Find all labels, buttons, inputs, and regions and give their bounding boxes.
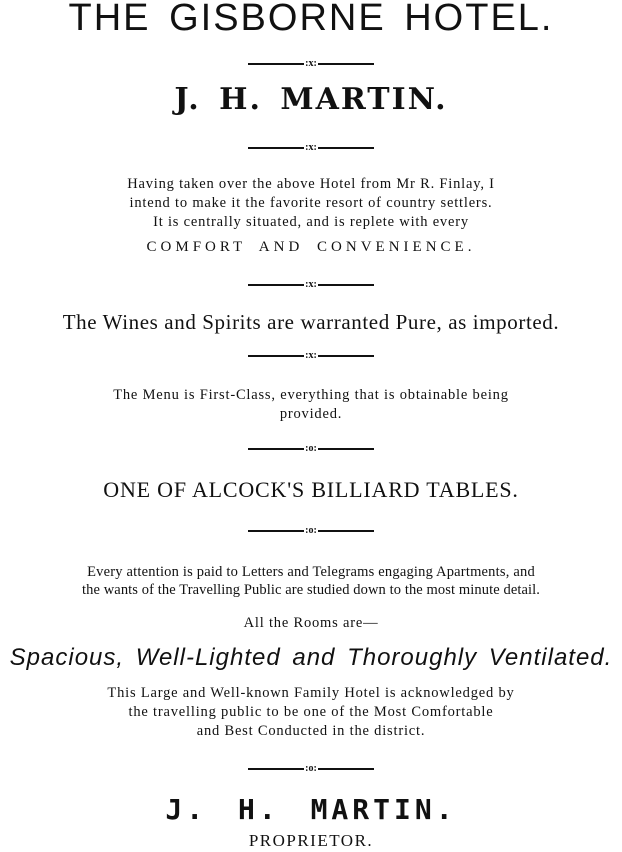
attention-line-1: Every attention is paid to Letters and Telegrams engaging Apartments, and [87, 564, 535, 580]
separator-mark: :x: [305, 58, 317, 69]
menu-line-1: The Menu is First-Class, everything that is obtainable being [113, 387, 509, 403]
reputation-line-3: and Best Conducted in the district. [196, 723, 426, 739]
separator-rule [0, 443, 622, 455]
hotel-name-heading: THE GISBORNE HOTEL. [68, 0, 554, 39]
proprietor-name-heading: J. H. MARTIN. [174, 82, 448, 117]
reputation-line-2: the travelling public to be one of the Most Comfortable [128, 704, 494, 720]
signature-name: J. H. MARTIN. [165, 793, 457, 826]
billiard-tables-statement: ONE OF ALCOCK'S BILLIARD TABLES. [103, 477, 519, 502]
comfort-convenience-line: COMFORT AND CONVENIENCE. [146, 239, 476, 255]
attention-line-2: the wants of the Travelling Public are studied down to the most minute detail. [81, 582, 541, 598]
rooms-description: Spacious, Well-Lighted and Thoroughly Ventilated. [9, 644, 613, 671]
separator-rule [0, 142, 622, 154]
separator-mark: :x: [305, 350, 317, 361]
reputation-line-1: This Large and Well-known Family Hotel is acknowledged by [107, 685, 515, 701]
separator-rule [0, 525, 622, 537]
intro-line-1: Having taken over the above Hotel from Mr R. Finlay, I [127, 176, 495, 192]
intro-line-3: It is centrally situated, and is replete with every [153, 214, 469, 230]
signature-title: PROPRIETOR. [248, 831, 374, 850]
separator-rule [0, 58, 622, 70]
separator-rule [0, 763, 622, 775]
separator-mark: :x: [305, 142, 317, 153]
wines-statement: The Wines and Spirits are warranted Pure, as imported. [62, 310, 560, 334]
intro-line-2: intend to make it the favorite resort of country settlers. [129, 195, 493, 211]
separator-mark: :o: [305, 763, 317, 774]
separator-mark: :x: [305, 279, 317, 290]
menu-line-2: provided. [279, 406, 343, 422]
separator-rule [0, 350, 622, 362]
separator-mark: :o: [305, 443, 317, 454]
separator-rule [0, 279, 622, 291]
separator-mark: :o: [305, 525, 317, 536]
rooms-intro: All the Rooms are— [243, 615, 379, 631]
